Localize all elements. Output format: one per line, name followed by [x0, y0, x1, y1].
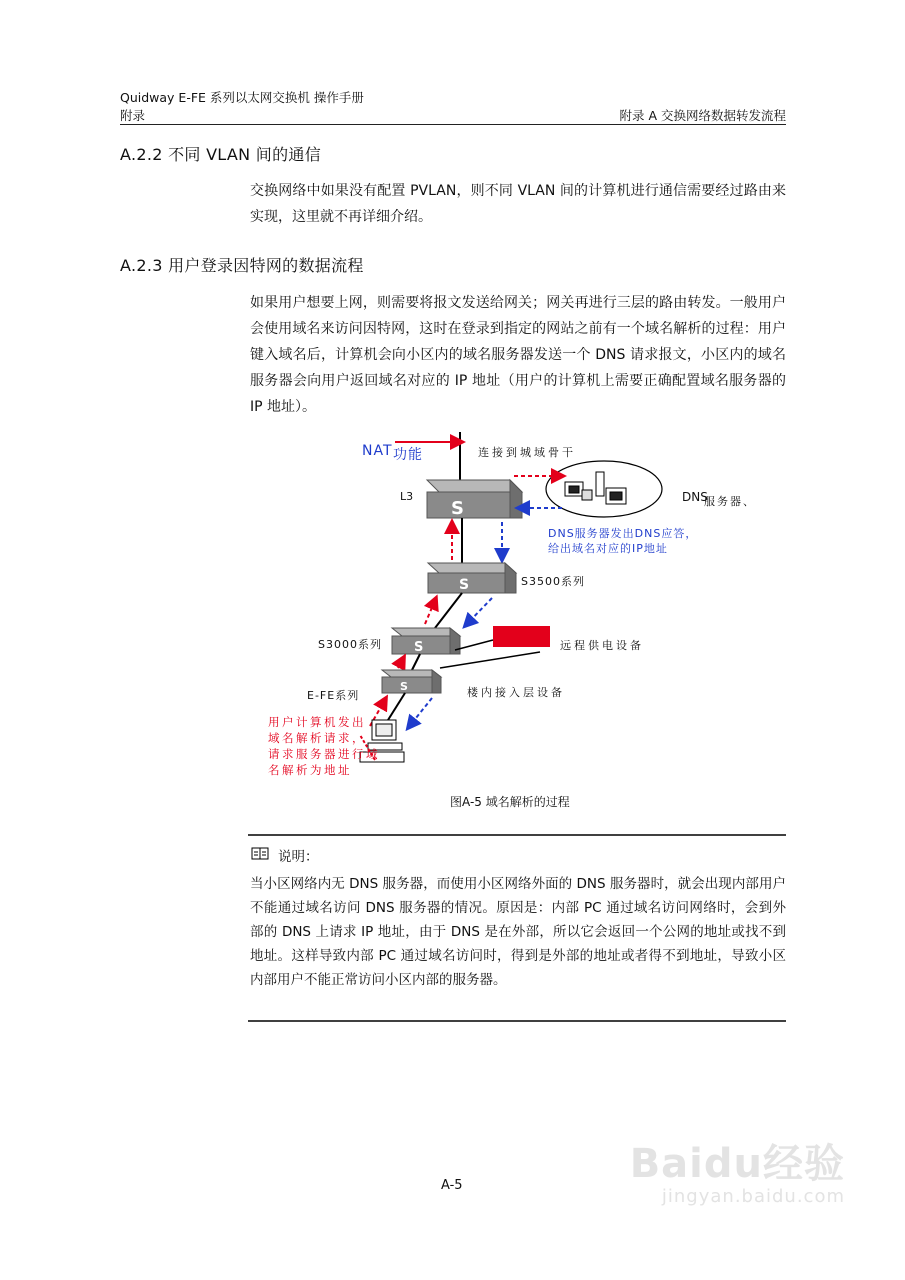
user-request-line-4: 名解析为地址	[268, 763, 352, 777]
access-layer-label: 楼内接入层设备	[467, 686, 565, 699]
remote-power-device	[493, 626, 550, 647]
s3000-switch-icon	[392, 628, 460, 655]
section-a223-paragraph: 如果用户想要上网，则需要将报文发送给网关；网关再进行三层的路由转发。一般用户会使用域名来访问因特网，这时在登录到指定的网站之前有一个域名解析的过程：用户键入域名后，计算机会向小区内的域名服务器发送一个 DNS 请求报文，小区内的域名服务器会向用户返回域名对应的 IP 地址（用户的计算机上需要正确配置域名服务器的 IP 地址）。	[250, 295, 786, 415]
baidu-watermark	[630, 1142, 845, 1207]
section-heading-a222: A.2.2 不同 VLAN 间的通信	[120, 145, 321, 164]
s3500-label: S3500系列	[521, 575, 585, 588]
nat-label-2: 功能	[393, 447, 423, 463]
watermark-url: jingyan.baidu.com	[661, 1186, 845, 1207]
svg-text:S: S	[414, 640, 424, 655]
figure-caption: 图A-5 域名解析的过程	[450, 795, 570, 809]
s3000-label: S3000系列	[318, 638, 382, 651]
note-paragraph: 当小区网络内无 DNS 服务器，而使用小区网络外面的 DNS 服务器时，就会出现内部用户不能通过域名访问 DNS 服务器的情况。原因是：内部 PC 通过域名访问网络时，会到外部的 DNS 上请求 IP 地址，由于 DNS 是在外部，所以它会返回一个公网的地址或找不到地址。这样导致内部 PC 通过域名访问时，得到是外部的地址或者得不到地址，导致小区内部用户不能正常访问小区内部的服务器。	[250, 876, 786, 988]
svg-text:S: S	[451, 498, 464, 519]
page-number: A-5	[441, 1178, 463, 1193]
manual-title: Quidway E-FE 系列以太网交换机 操作手册	[120, 90, 364, 105]
book-icon	[252, 848, 268, 859]
uplink-label: 连接到城域骨干	[478, 446, 576, 459]
user-request-line-3: 请求服务器进行域	[268, 747, 380, 761]
remote-power-label: 远程供电设备	[560, 639, 644, 652]
header-left-label: 附录	[120, 108, 146, 123]
s3500-switch-icon	[428, 563, 516, 593]
l3-label: L3	[400, 490, 414, 503]
dns-reply-label-1: DNS服务器发出DNS应答，	[548, 527, 698, 540]
efe-switch-icon	[382, 670, 441, 693]
section-a222-paragraph: 交换网络中如果没有配置 PVLAN，则不同 VLAN 间的计算机进行通信需要经过路由来实现，这里就不再详细介绍。	[250, 183, 786, 225]
note-label: 说明：	[278, 849, 319, 865]
svg-text:S: S	[400, 680, 408, 693]
nat-label: NAT	[362, 443, 393, 459]
dns-reply-label-2: 给出域名对应的IP地址	[548, 542, 668, 555]
l3-switch-icon	[427, 480, 522, 519]
watermark-logo: Baidu经验	[629, 1141, 845, 1187]
svg-text:S: S	[459, 577, 470, 593]
efe-label: E-FE系列	[307, 689, 360, 702]
header-right-label: 附录 A 交换网络数据转发流程	[619, 108, 786, 123]
user-request-line-1: 用户计算机发出	[268, 715, 366, 729]
dns-label-2: 服务器、	[704, 495, 756, 508]
dns-label: DNS	[682, 490, 708, 504]
user-request-line-2: 域名解析请求，	[268, 731, 366, 745]
section-heading-a223: A.2.3 用户登录因特网的数据流程	[120, 256, 364, 275]
